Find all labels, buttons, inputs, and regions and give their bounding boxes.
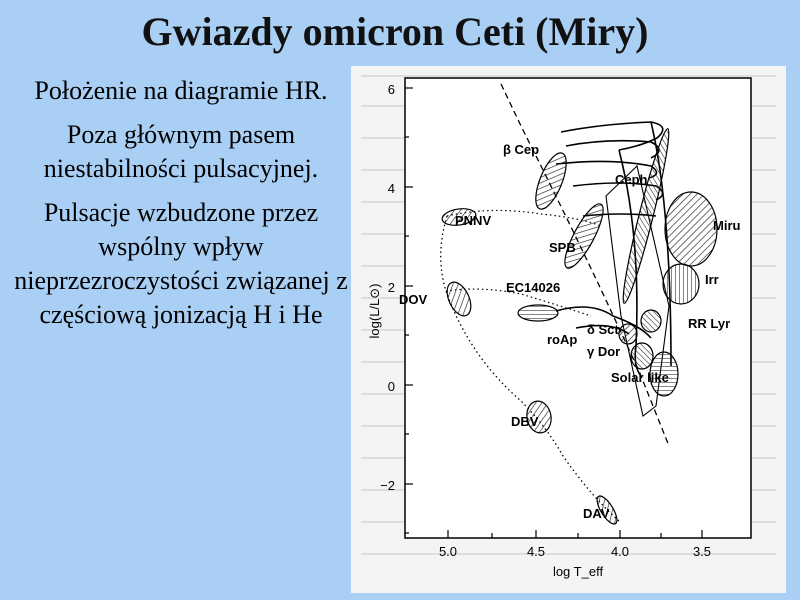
hr-diagram <box>351 66 786 593</box>
y-tick-label: −2 <box>380 478 395 493</box>
y-axis-label: log(L/L⊙) <box>367 283 382 339</box>
label-spb: SPB <box>549 240 576 255</box>
rr-lyr-region <box>641 310 661 332</box>
x-tick-label: 5.0 <box>438 544 458 559</box>
hr-diagram-figure <box>351 66 786 593</box>
label-dbv: DBV <box>511 414 539 429</box>
x-tick-label: 3.5 <box>692 544 712 559</box>
label-ec14026: EC14026 <box>506 280 561 295</box>
x-tick-label: 4.0 <box>610 544 630 559</box>
x-axis-label: log T_eff <box>552 564 604 579</box>
gamma-dor-region <box>631 343 653 369</box>
label-dov: DOV <box>399 292 428 307</box>
label-delta-sct: δ Sct <box>587 322 619 337</box>
text-column <box>14 74 348 342</box>
irr-region <box>663 264 699 304</box>
x-tick-label: 4.5 <box>526 544 546 559</box>
label-ceph: Ceph <box>615 172 648 187</box>
label-beta-cep: β Cep <box>503 142 540 157</box>
label-irr: Irr <box>705 272 719 287</box>
paragraph-instability-strip: Poza głównym pasem niestabilności pulsacyjnej. <box>43 120 319 183</box>
y-tick-label: 6 <box>387 82 395 97</box>
label-miru: Miru <box>713 218 741 233</box>
delta-sct-region <box>619 324 637 344</box>
y-tick-label: 4 <box>387 181 395 196</box>
y-tick-label: 0 <box>387 379 395 394</box>
slide-title: Gwiazdy omicron Ceti (Miry) <box>141 9 649 54</box>
paragraph-excitation: Pulsacje wzbudzone przez wspólny wpływ nieprzezroczystości związanej z częściową jonizacją H i He <box>14 198 348 329</box>
label-roap: roAp <box>547 332 578 347</box>
label-pnnv: PNNV <box>455 213 492 228</box>
label-dav: DAV <box>583 506 610 521</box>
label-solar-like: Solar like <box>611 370 669 385</box>
ec14026-region <box>518 305 558 321</box>
miru-region <box>665 192 717 266</box>
paragraph-hr-position: Położenie na diagramie HR. <box>34 76 328 105</box>
y-tick-label: 2 <box>387 280 395 295</box>
label-rr-lyr: RR Lyr <box>688 316 731 331</box>
label-gamma-dor: γ Dor <box>587 344 621 359</box>
